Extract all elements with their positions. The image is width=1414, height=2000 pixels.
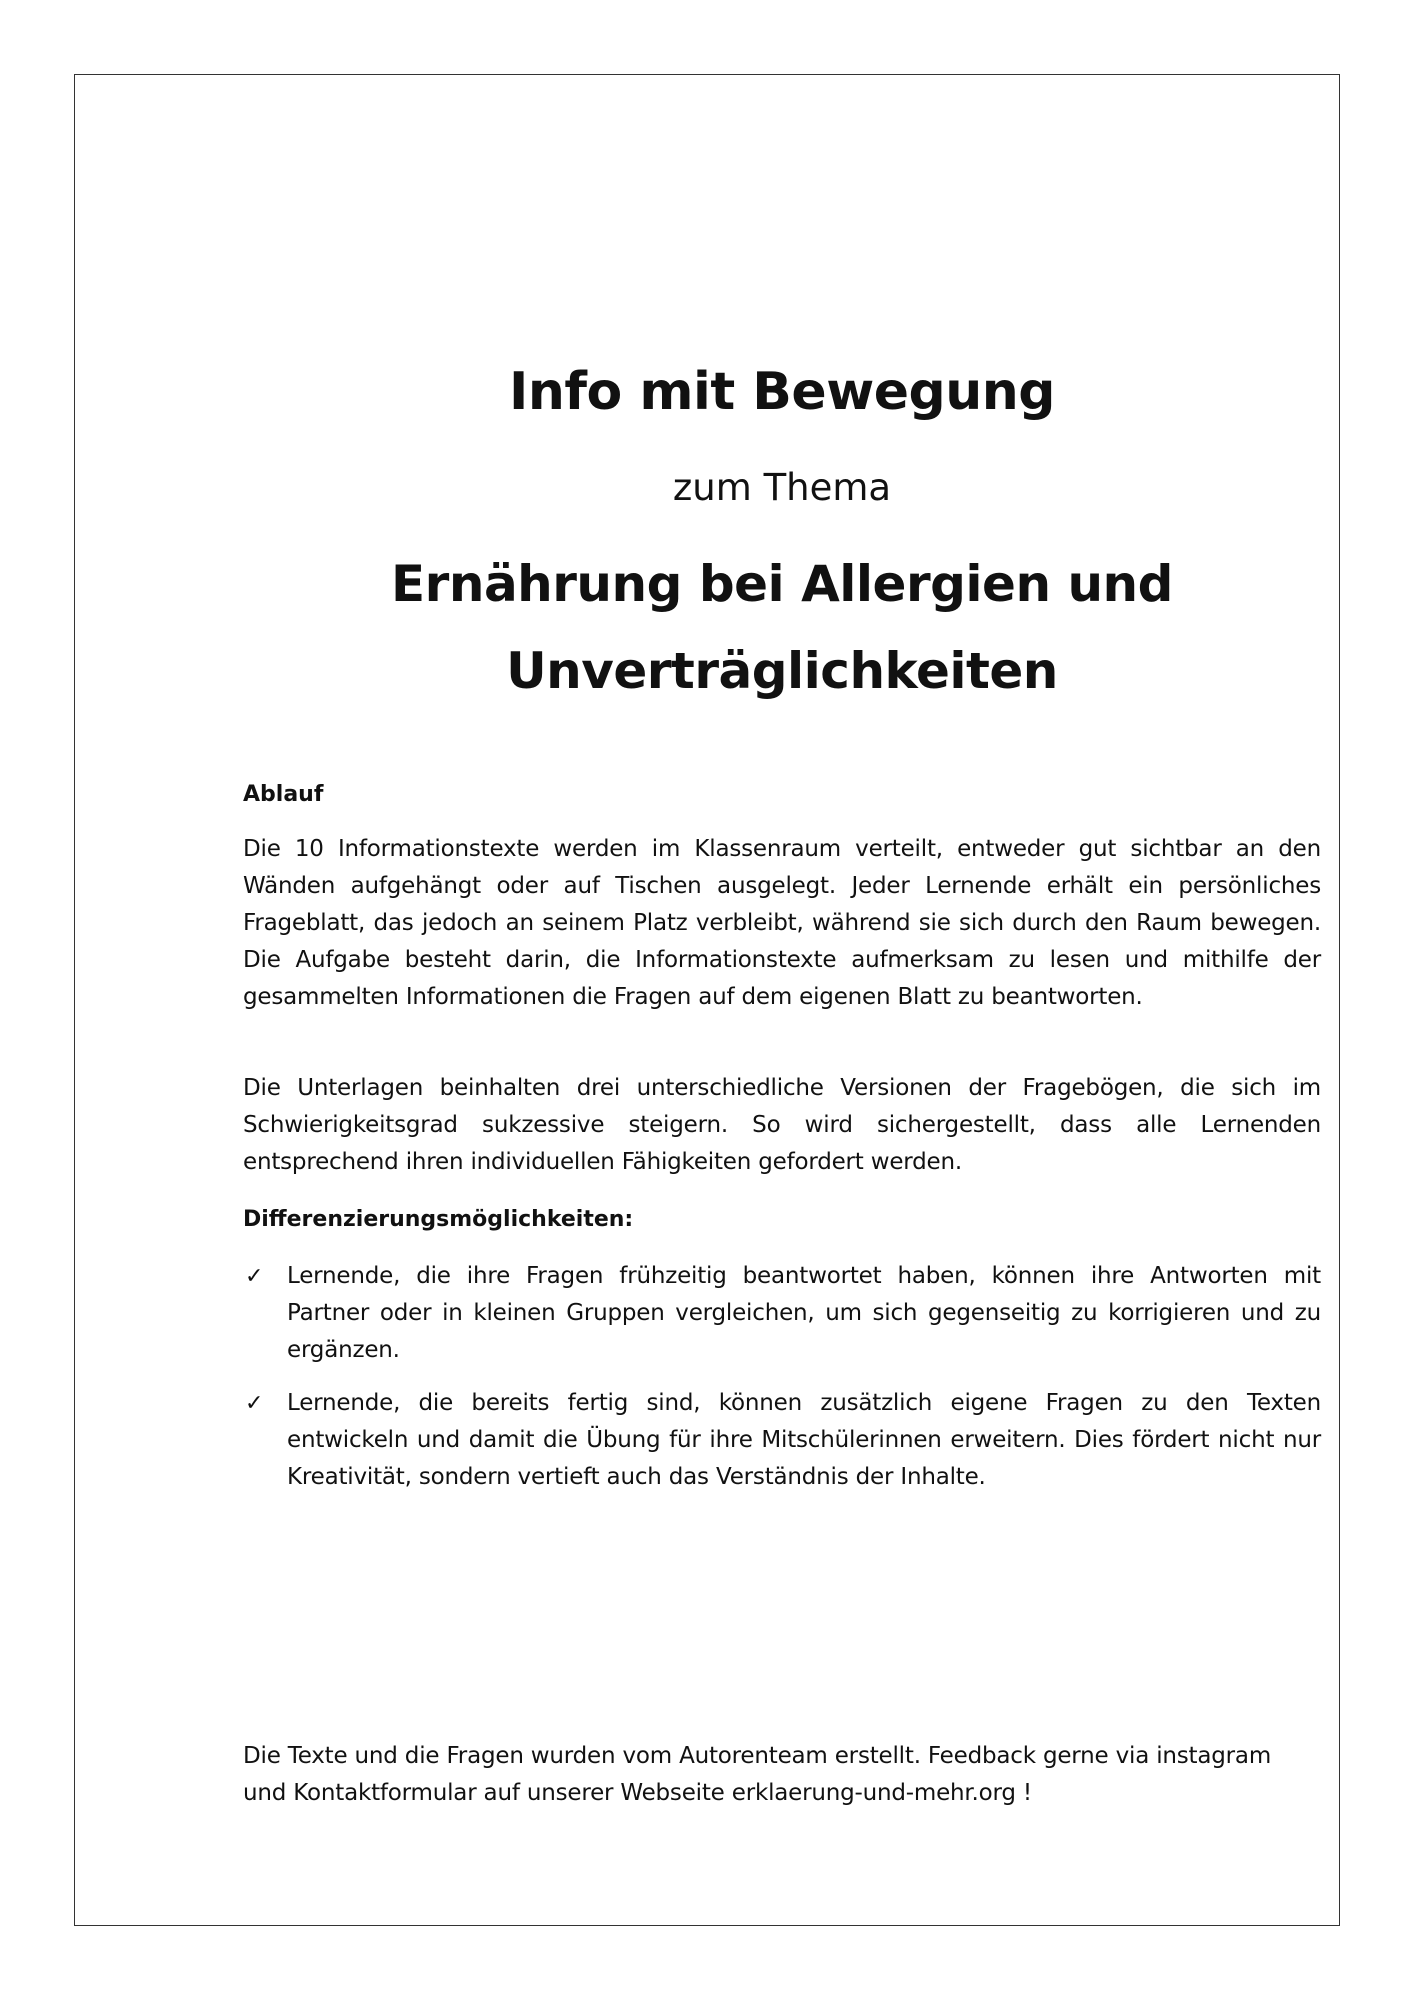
list-item-text: Lernende, die bereits fertig sind, können zusätzlich eigene Fragen zu den Texten entwickeln und damit die Übung für ihre Mitschülerinnen erweitern. Dies fördert nicht nur Kreativität, sondern vertieft auch das Verständnis der Inhalte. [287, 1390, 1321, 1490]
footer-note: Die Texte und die Fragen wurden vom Autorenteam erstellt. Feedback gerne via instagram und Kontaktformular auf unserer Webseite erklaerung-und-mehr.org ! [243, 1743, 1272, 1806]
main-title: Info mit Bewegung [509, 362, 1055, 422]
checkmark-icon: ✓ [245, 1391, 264, 1416]
page-frame [74, 74, 1340, 1926]
list-item [243, 1258, 1321, 1369]
list-item [243, 1385, 1321, 1496]
differenzierung-heading: Differenzierungsmöglichkeiten: [243, 1207, 634, 1232]
differenzierung-list [243, 1258, 1321, 1512]
ablauf-heading: Ablauf [243, 782, 324, 807]
subtitle: zum Thema [672, 466, 892, 509]
topic-title: Ernährung bei Allergien und Unverträglichkeiten [391, 555, 1173, 700]
list-item-text: Lernende, die ihre Fragen frühzeitig beantwortet haben, können ihre Antworten mit Partner oder in kleinen Gruppen vergleichen, um sich gegenseitig zu korrigieren und zu ergänzen. [287, 1263, 1321, 1363]
ablauf-paragraph-2: Die Unterlagen beinhalten drei unterschiedliche Versionen der Fragebögen, die sich im Schwierigkeitsgrad sukzessive steigern. So wird sichergestellt, dass alle Lernenden entsprechend ihren individuellen Fähigkeiten gefordert werden. [243, 1075, 1321, 1175]
ablauf-paragraph-1: Die 10 Informationstexte werden im Klassenraum verteilt, entweder gut sichtbar an den Wänden aufgehängt oder auf Tischen ausgelegt. Jeder Lernende erhält ein persönliches Frageblatt, das jedoch an seinem Platz verbleibt, während sie sich durch den Raum bewegen. Die Aufgabe besteht darin, die Informationstexte aufmerksam zu lesen und mithilfe der gesammelten Informationen die Fragen auf dem eigenen Blatt zu beantworten. [243, 836, 1321, 1010]
checkmark-icon: ✓ [245, 1264, 264, 1289]
